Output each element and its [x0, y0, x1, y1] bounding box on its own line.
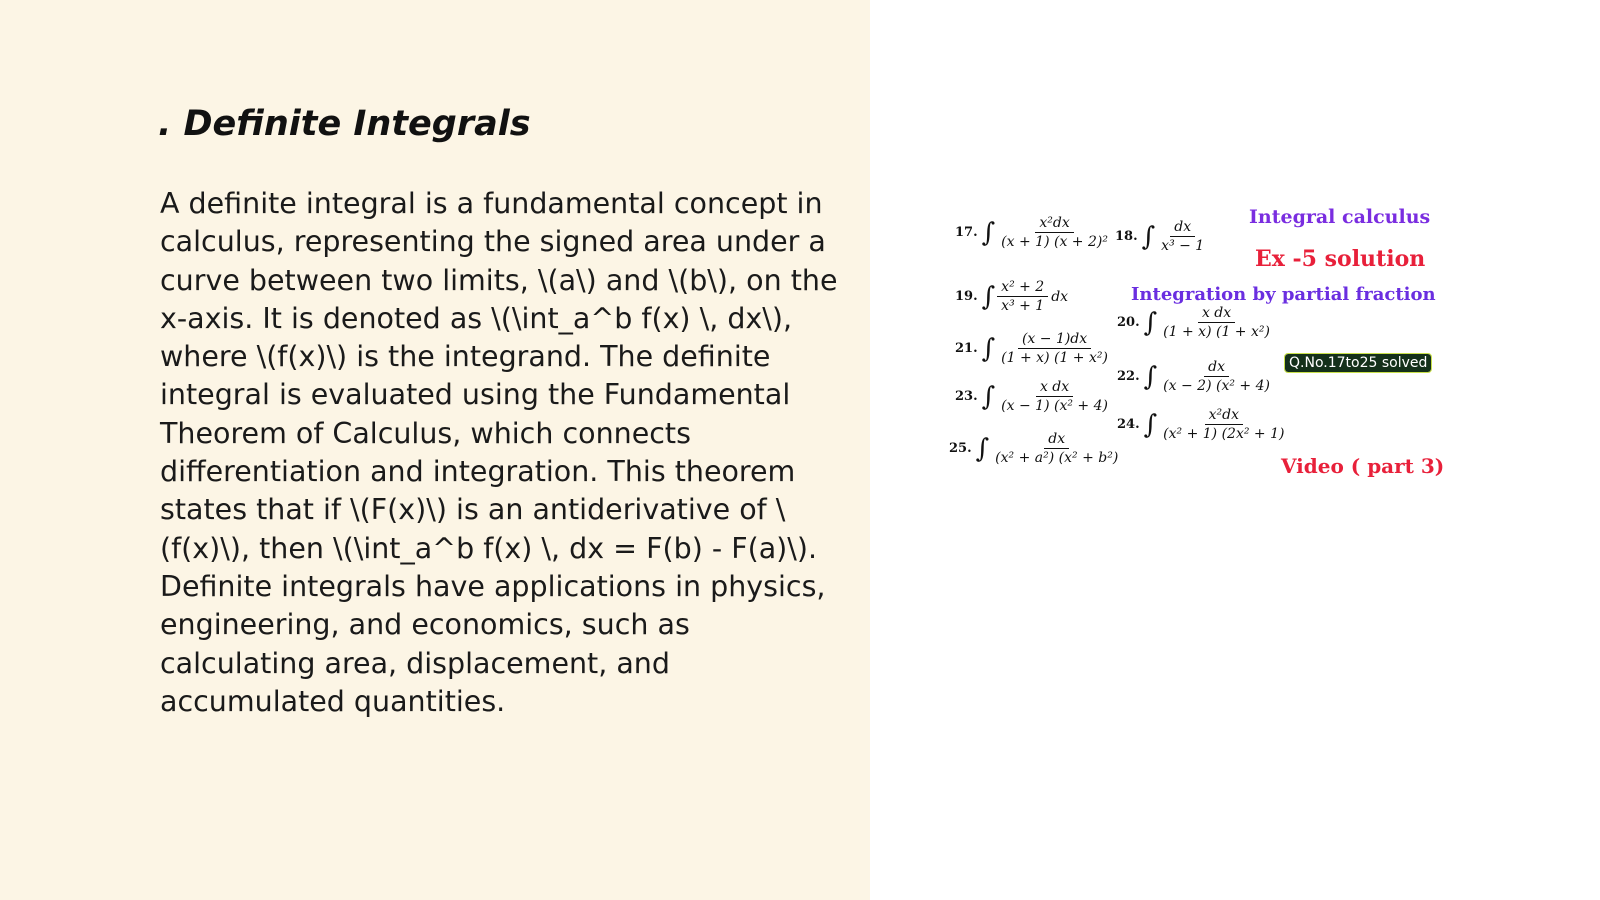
integral-sign: ∫: [981, 381, 996, 412]
problem-number: 19.: [955, 289, 978, 304]
integral-sign: ∫: [981, 333, 996, 364]
integral-sign: ∫: [1143, 409, 1158, 440]
fraction: [997, 214, 1112, 251]
partial-fraction-label: Integration by partial fraction: [1131, 284, 1436, 305]
problem-21: [955, 330, 1112, 367]
problem-number: 24.: [1117, 417, 1140, 432]
problem-23: [955, 378, 1112, 415]
problem-number: 23.: [955, 389, 978, 404]
fraction: [997, 378, 1112, 415]
slide-body-text: A definite integral is a fundamental concept in calculus, representing the signed area under a curve between two limits, \(a\) and \(b\), on the x-axis. It is denoted as \(\int_a^b f(x) \, dx\), where \(f(x)\) is the integrand. The definite integral is evaluated using the Fundamental Theorem of Calculus, which connects differentiation and integration. This theorem states that if \(F(x)\) is an antiderivative of \(f(x)\), then \(\int_a^b f(x) \, dx = F(b) - F(a)\). Definite integrals have applications in physics, engineering, and economics, such as calculating area, displacement, and accumulated quantities.: [160, 187, 838, 718]
problem-19: [955, 278, 1068, 315]
problem-number: 21.: [955, 341, 978, 356]
differential: dx: [1051, 288, 1069, 305]
numerator: x²dx: [1205, 406, 1243, 425]
integral-sign: ∫: [1143, 307, 1158, 338]
numerator: dx: [1204, 358, 1229, 377]
numerator: x dx: [1198, 304, 1235, 323]
fraction: [1159, 304, 1274, 341]
video-part-label: Video ( part 3): [1281, 454, 1445, 478]
denominator: (x² + a²) (x² + b²): [995, 450, 1119, 466]
denominator: x³ − 1: [1161, 238, 1205, 254]
denominator: (x + 1) (x + 2)²: [1001, 234, 1108, 250]
problem-17: [955, 214, 1112, 251]
exercise-label: Ex -5 solution: [1255, 246, 1426, 272]
numerator: x²dx: [1035, 214, 1073, 233]
problem-25: [949, 430, 1122, 467]
denominator: x³ + 1: [1001, 298, 1045, 314]
problem-24: [1117, 406, 1288, 443]
denominator: (1 + x) (1 + x²): [1001, 350, 1108, 366]
problem-20: [1117, 304, 1274, 341]
integral-problems-image: [949, 200, 1455, 490]
numerator: dx: [1170, 218, 1195, 237]
problem-18: [1115, 218, 1208, 255]
denominator: (x − 2) (x² + 4): [1163, 378, 1270, 394]
integral-calculus-label: Integral calculus: [1249, 206, 1431, 228]
fraction: [991, 430, 1122, 467]
problem-number: 20.: [1117, 315, 1140, 330]
denominator: (x² + 1) (2x² + 1): [1163, 426, 1285, 442]
integral-sign: ∫: [1143, 361, 1158, 392]
fraction: [997, 278, 1048, 315]
fraction: [997, 330, 1112, 367]
problem-number: 22.: [1117, 369, 1140, 384]
numerator: x² + 2: [997, 278, 1048, 297]
integral-sign: ∫: [1141, 221, 1156, 252]
denominator: (x − 1) (x² + 4): [1001, 398, 1108, 414]
problem-22: [1117, 358, 1274, 395]
integral-sign: ∫: [975, 433, 990, 464]
integral-sign: ∫: [981, 217, 996, 248]
numerator: (x − 1)dx: [1018, 330, 1091, 349]
integral-sign: ∫: [981, 281, 996, 312]
denominator: (1 + x) (1 + x²): [1163, 324, 1270, 340]
numerator: x dx: [1036, 378, 1073, 397]
fraction: [1157, 218, 1208, 255]
problem-number: 18.: [1115, 229, 1138, 244]
problem-number: 25.: [949, 441, 972, 456]
numerator: dx: [1044, 430, 1069, 449]
questions-solved-badge: Q.No.17to25 solved: [1285, 354, 1431, 372]
fraction: [1159, 406, 1288, 443]
fraction: [1159, 358, 1274, 395]
slide-heading: . Definite Integrals: [158, 104, 531, 144]
problem-number: 17.: [955, 225, 978, 240]
